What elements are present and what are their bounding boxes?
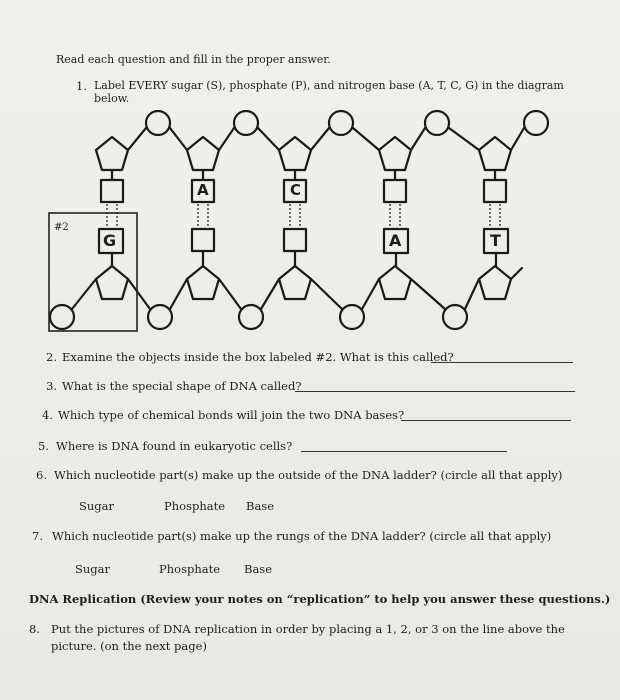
q7-option-phosphate[interactable]: Phosphate (159, 562, 221, 576)
q6-option-base[interactable]: Base (246, 499, 275, 513)
q5-number: 5. (38, 439, 49, 453)
q6-number: 6. (36, 468, 47, 482)
q8-number: 8. (29, 622, 40, 636)
top-sugar-1 (96, 137, 128, 170)
top-phosphate-4 (425, 111, 449, 135)
bottom-sugar-4 (379, 266, 411, 299)
bottom-phosphate-2 (148, 305, 172, 329)
q1-number: 1. (76, 79, 87, 93)
top-phosphate-3 (329, 111, 353, 135)
bottom-phosphate-5 (443, 305, 467, 329)
bottom-base-2 (192, 229, 214, 251)
top-sugar-2 (187, 137, 219, 170)
bottom-sugar-2 (187, 266, 219, 299)
q7-option-base[interactable]: Base (244, 562, 273, 576)
top-sugar-5 (479, 137, 511, 170)
bottom-phosphate-1 (50, 305, 74, 329)
q6-option-phosphate[interactable]: Phosphate (164, 499, 226, 513)
bottom-phosphate-3 (239, 305, 263, 329)
q5-text: Where is DNA found in eukaryotic cells? (56, 439, 293, 453)
q3-text: What is the special shape of DNA called? (62, 379, 302, 393)
bottom-sugar-5 (479, 266, 511, 299)
q6-option-sugar[interactable]: Sugar (79, 499, 114, 513)
top-base-5 (484, 180, 506, 202)
q4-text: Which type of chemical bonds will join the two DNA bases? (58, 408, 405, 422)
section-title: DNA Replication (Review your notes on “replication” to help you answer these questions.) (29, 592, 611, 606)
q7-text: Which nucleotide part(s) make up the rungs of the DNA ladder? (circle all that apply) (52, 529, 552, 543)
q8-text-line1: Put the pictures of DNA replication in order by placing a 1, 2, or 3 on the line above the (51, 622, 565, 636)
top-sugar-3 (279, 137, 311, 170)
top-sugar-4 (379, 137, 411, 170)
base-letter-g-bottom: G (103, 231, 117, 250)
q6-text: Which nucleotide part(s) make up the outside of the DNA ladder? (circle all that apply) (54, 468, 563, 482)
q3-answer-line[interactable] (295, 390, 575, 392)
q2-number: 2. (46, 350, 57, 364)
instructions: Read each question and fill in the proper answer. (56, 53, 331, 66)
bottom-phosphate-4 (340, 305, 364, 329)
top-phosphate-5 (524, 111, 548, 135)
q1-text-line1: Label EVERY sugar (S), phosphate (P), and nitrogen base (A, T, C, G) in the diagram (94, 79, 564, 92)
q4-number: 4. (42, 408, 53, 422)
q1-text-line2: below. (94, 92, 130, 105)
q2-answer-line[interactable] (431, 361, 573, 363)
top-base-1 (101, 180, 123, 202)
base-letter-c-top: C (290, 181, 302, 199)
top-base-4 (384, 180, 406, 202)
q3-number: 3. (46, 379, 57, 393)
q8-text-line2: picture. (on the next page) (51, 639, 207, 653)
bottom-base-3 (284, 229, 306, 251)
q7-number: 7. (32, 529, 43, 543)
top-phosphate-2 (234, 111, 258, 135)
q4-answer-line[interactable] (401, 419, 571, 421)
box-2-label: #2 (54, 222, 69, 233)
base-letter-a-bottom: A (389, 231, 402, 250)
q5-answer-line[interactable] (301, 450, 507, 452)
bottom-sugar-1 (96, 266, 128, 299)
bottom-sugar-3 (279, 266, 311, 299)
top-phosphate-1 (146, 111, 170, 135)
q7-option-sugar[interactable]: Sugar (75, 562, 110, 576)
base-letter-a-top: A (197, 181, 209, 199)
base-letter-t-bottom: T (490, 231, 501, 250)
q2-text: Examine the objects inside the box labeled #2. What is this called? (62, 350, 454, 364)
